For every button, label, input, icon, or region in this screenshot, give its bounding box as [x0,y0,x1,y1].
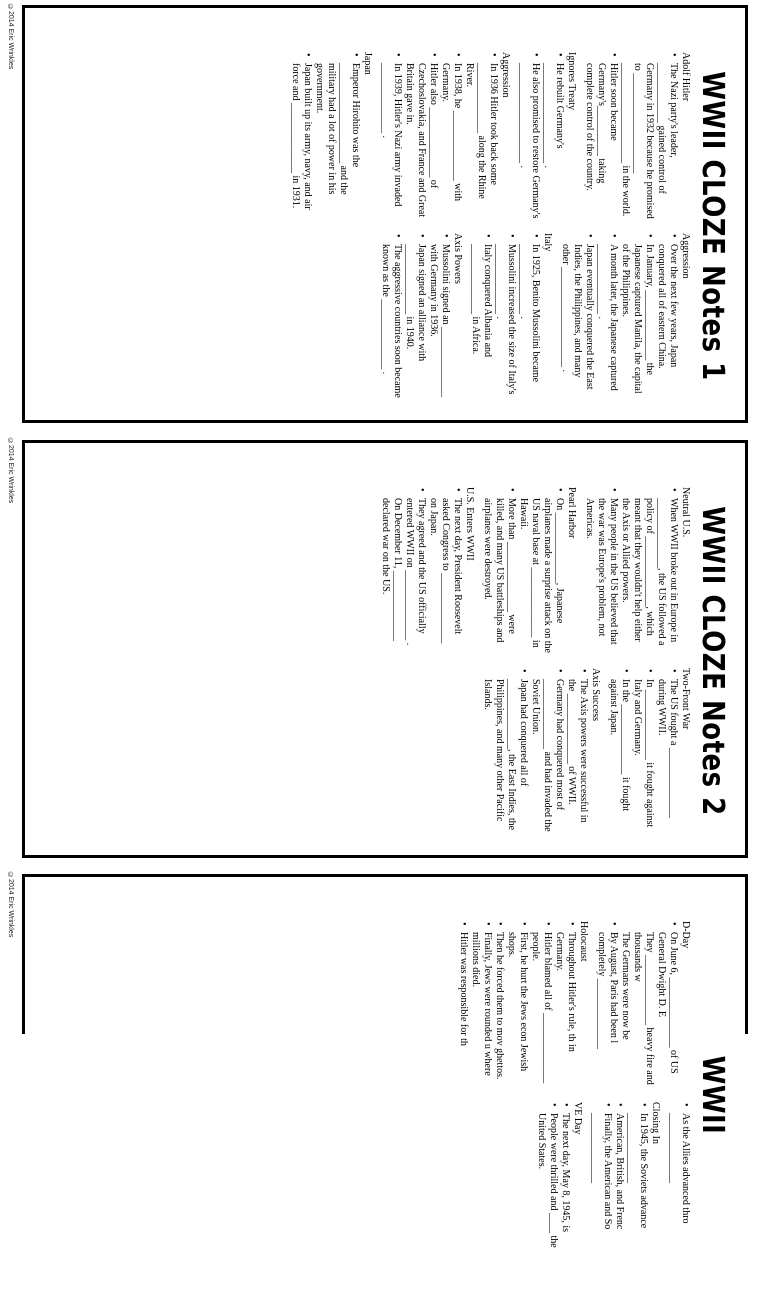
bullet-item: • Over the next few years, Japan conquered all of eastern China. [655,233,679,400]
bullet-item: • The Axis powers were successful in the ______________ of WWII. [565,668,589,835]
bullet-item: • Italy conquered Albania and ______________ in Africa. [469,233,493,400]
notes-section [517,52,577,219]
bullet-item: • Japan eventually conquered the East Indies, the Philippines, and many other ____________________ . [559,233,595,400]
bullet-list [583,52,679,219]
bullet-list [667,1102,691,1269]
bullet-item: • Then he forced them to mov ghettos. [493,921,505,1088]
copyright-text: ©2014 Eric Wrinkles [7,438,14,504]
notes-section [481,668,601,835]
section-heading: Axis Success [590,668,601,722]
bullet-item: • Japan built up its army, navy, and air force and ______________ in 1931. [289,52,313,219]
worksheet-rotated-2 [25,443,745,855]
section-heading: Italy [542,233,553,252]
notes-section [535,1102,583,1269]
bullet-item: • As the Allies advanced thro ______________ [667,1102,691,1269]
section-heading: Closing In [650,1102,661,1144]
bullet-item: • The aggressive countries soon became known as the ______________ . [379,233,403,400]
bullet-item: • On ______________, Japanese airplanes made a surprise attack on the US naval base at ______________ in Hawaii. [517,487,565,654]
bullet-item: • In 1938, he ______________ with Germany. [439,52,463,219]
column-left [283,52,691,219]
bullet-item: • More than ______________ were killed, and many US battleships and airplanes were destroyed. [481,487,517,654]
bullet-item: • Hitler soon became Germany's__________ taking complete control of the country. [583,52,619,219]
bullet-item: • Mussolini increased the size of Italy's ______________ . [493,233,517,400]
worksheet-title: WWII [694,1055,730,1135]
bullet-item: • A month later, the Japanese captured ______________ . [595,233,619,400]
bullet-item: • Japan signed an alliance with ______________ in 1940. [403,233,427,400]
bullet-item: • First, he hurt the Jews econ Jewish shops. [505,921,529,1088]
notes-section [469,233,553,400]
bullet-item: • By August, Paris had been l completely ______________ [595,921,619,1088]
worksheet-rotated-3 [25,877,745,1289]
bullet-item: • The US fought a ______________ during WWII. [655,668,679,835]
column-right [373,668,691,835]
column-left [451,921,691,1088]
bullet-item: • Japan had conquered all of ______________, the East Indies, the Philippines, and many other Pacific Islands. [481,668,529,835]
bullet-item: • The next day, President Roosevelt asked Congress to ______________ on Japan. [427,487,463,654]
bullet-list [379,52,499,219]
bullet-item: • In 1936 Hitler took back some ______________ along the Rhine River. [463,52,499,219]
worksheet-page-2 [22,440,748,858]
bullet-item: • In 1925, Benito Mussolini became ______________ . [517,233,541,400]
section-heading: Two-Front War [680,668,691,730]
bullet-list [379,233,451,400]
bullet-item: • He also promised to restore Germany's ____________________ . [517,52,541,219]
bullet-list [589,1102,649,1269]
bullet-item: • Throughout Hitler's rule, th in Germany. [553,921,577,1088]
section-heading: D-Day [680,921,691,949]
bullet-item: • American, British, and Frenc [613,1102,625,1269]
column-right [451,1102,691,1269]
bullet-item: • He rebuilt Germany's ____________________ . [541,52,565,219]
notes-section [559,233,691,400]
bullet-list [481,668,589,835]
notes-section [457,921,589,1088]
notes-section [583,487,691,654]
bullet-item: • Finally, the American and So ______________ [589,1102,613,1269]
bullet-item: On December 11, ______________ declared war on the US. [380,498,403,641]
copyright-text: ©2014 Eric Wrinkles [7,4,14,70]
bullet-item: • Finally, Jews were rounded u where millions died. [469,921,493,1088]
bullet-item: • Emperor Hirohito was the ____________________ and the military had a lot of power in his government. [313,52,361,219]
bullet-item: • Hitler also ______________ of Czechoslovakia, and France and Great Britain gave in. [403,52,439,219]
bullet-list [469,233,541,400]
column-left [373,487,691,654]
bullet-list [457,921,577,1088]
bullet-list [481,487,565,654]
bullet-item: They ______________ heavy fire and thousands w [632,932,655,1085]
worksheet-page-1 [22,5,748,423]
bullet-list [583,487,679,654]
notes-section [289,52,373,219]
bullet-item: • Hitler was responsible for th [457,921,469,1088]
section-heading: Japan [362,52,373,75]
section-heading: Adolf Hitler [680,52,691,102]
bullet-item: • Germany had conquered most of ______________ and had invaded the Soviet Union. [529,668,565,835]
worksheet-rotated-1 [25,8,745,420]
bullet-list [379,487,463,654]
bullet-item: • Hitler blamed all of ______________ people. [529,921,553,1088]
section-heading: VE Day [572,1102,583,1135]
bullet-item: • In January, ______________ the Japanese captured Manila, the capital of the Philippines. [619,233,655,400]
section-heading: Aggression [680,233,691,279]
bullet-item: • The next day, May 8, 1945, is [559,1102,571,1269]
notes-section [583,52,691,219]
bullet-item: • In ______________ it fought against Italy and Germany. [631,668,655,835]
worksheet-title: WWII CLOZE Notes 1 [694,71,730,381]
bullet-item: • In the ______________ it fought against Japan. [607,668,631,835]
notes-section [481,487,577,654]
bullet-list [289,52,361,219]
bullet-list [607,668,679,835]
notes-section [595,921,691,1088]
section-heading: Aggression [500,52,511,98]
notes-section [589,1102,661,1269]
bullet-item: • In 1939, Hitler's Nazi army invaded ______________ . [379,52,403,219]
worksheet-page-3 [22,874,748,1248]
section-heading: Neutral U.S. [680,487,691,538]
section-heading: Holocaust [578,921,589,962]
bullet-item: The Germans were now be [620,932,631,1040]
section-heading: U.S. Enters WWII [464,487,475,561]
worksheet-title: WWII CLOZE Notes 2 [694,506,730,816]
section-heading: Axis Powers [452,233,463,284]
bullet-item: • Mussolini signed an ______________ with Germany in 1936. [427,233,451,400]
bullet-list [517,52,565,219]
notes-section [379,487,475,654]
bullet-item: • Many people in the US believed that the war was Europe's problem, not Americas. [583,487,619,654]
bullet-item: • They agreed and the US officially entered WWII on ______________ . [403,487,427,654]
bullet-item: • In 1945, the Soviets advance ______________ [625,1102,649,1269]
bullet-item: • People were thrilled and ____ the United States. [535,1102,559,1269]
section-heading: Ignores Treaty [566,52,577,111]
notes-section [667,1102,691,1269]
notes-section [379,233,463,400]
bullet-item: • The Nazi party's leader, ____________ gained control of Germany in 1932 because he promised to ____________________ ____________________ in the world. [619,52,679,219]
bullet-item: • When WWII broke out in Europe in ______________, the US followed a policy of ______________, which meant that they wouldn't help either the Axis or Allied powers. [619,487,679,654]
bullet-list [559,233,679,400]
column-right [283,233,691,400]
copyright-text: ©2014 Eric Wrinkles [7,872,14,938]
notes-section [379,52,511,219]
bullet-list [535,1102,571,1269]
bullet-item: • On June 6, ______________ of US General Dwight D. E [655,921,679,1088]
section-heading: Pearl Harbor [566,487,577,539]
bullet-list [595,921,679,1088]
notes-section [607,668,691,835]
